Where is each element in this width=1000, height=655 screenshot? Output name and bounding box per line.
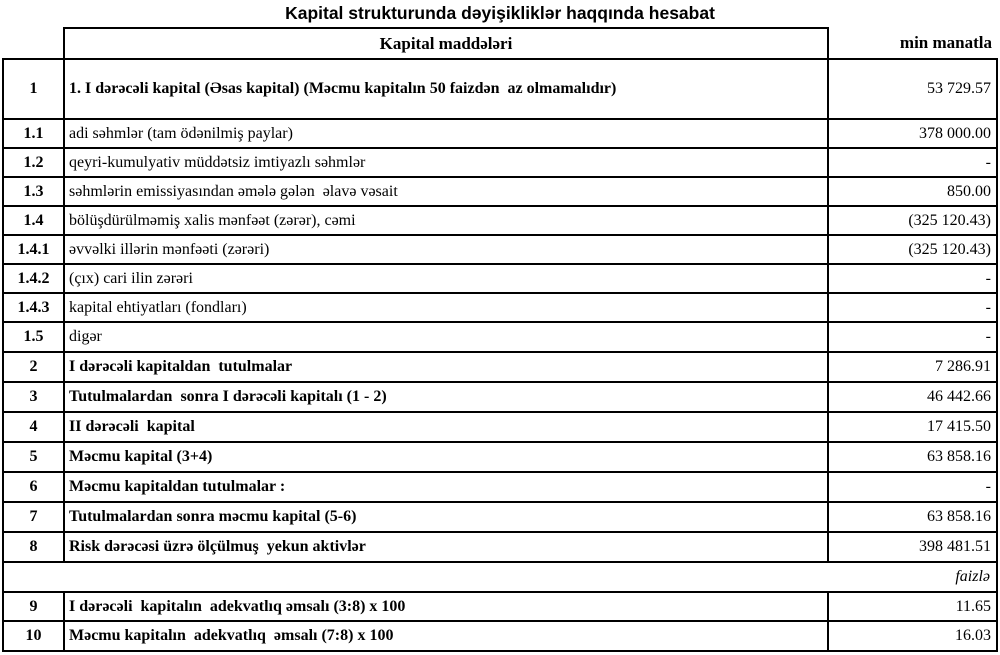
- row-value: 63 858.16: [828, 502, 997, 532]
- capital-structure-table: [2, 27, 998, 652]
- row-value: 398 481.51: [828, 532, 997, 562]
- row-value: 11.65: [828, 592, 997, 621]
- row-label: adi səhmlər (tam ödənilmiş paylar): [64, 119, 828, 148]
- row-number: 1.2: [3, 148, 64, 177]
- page-title: Kapital strukturunda dəyişikliklər haqqında hesabat: [285, 3, 715, 23]
- table-row-8: [3, 532, 997, 562]
- row-label: Məcmu kapitalın adekvatlıq əmsalı (7:8) x 100: [64, 621, 828, 651]
- row-label: Məcmu kapitaldan tutulmalar :: [64, 472, 828, 502]
- table-row-1-4: [3, 206, 997, 235]
- row-number: 1.4.2: [3, 264, 64, 293]
- row-number: 1.5: [3, 322, 64, 352]
- table-row-3: [3, 382, 997, 412]
- row-number: 2: [3, 352, 64, 382]
- table-row-1-2: [3, 148, 997, 177]
- header-number-cell: [3, 28, 64, 59]
- row-label: qeyri-kumulyativ müddətsiz imtiyazlı səhmlər: [64, 148, 828, 177]
- row-label: əvvəlki illərin mənfəəti (zərəri): [64, 235, 828, 264]
- row-value: -: [828, 148, 997, 177]
- row-number: 3: [3, 382, 64, 412]
- table-row-4: [3, 412, 997, 442]
- row-number: 4: [3, 412, 64, 442]
- row-number: 1.1: [3, 119, 64, 148]
- row-value: 46 442.66: [828, 382, 997, 412]
- row-label: I dərəcəli kapitaldan tutulmalar: [64, 352, 828, 382]
- row-label: II dərəcəli kapital: [64, 412, 828, 442]
- table-row-1-5: [3, 322, 997, 352]
- row-number: 1: [3, 59, 64, 119]
- table-row-1: [3, 59, 997, 119]
- row-number: 1.4: [3, 206, 64, 235]
- table-row-1-1: [3, 119, 997, 148]
- table-row-5: [3, 442, 997, 472]
- header-row: [3, 28, 997, 59]
- row-number: 8: [3, 532, 64, 562]
- row-number: 10: [3, 621, 64, 651]
- row-number: 9: [3, 592, 64, 621]
- row-value: 378 000.00: [828, 119, 997, 148]
- column-header-unit: min manatla: [899, 33, 992, 52]
- row-value: 7 286.91: [828, 352, 997, 382]
- row-number: 1.4.1: [3, 235, 64, 264]
- table-row-7: [3, 502, 997, 532]
- table-row-1-3: [3, 177, 997, 206]
- row-number: 1.4.3: [3, 293, 64, 322]
- row-value: 63 858.16: [828, 442, 997, 472]
- row-label: Risk dərəcəsi üzrə ölçülmuş yekun aktivlər: [64, 532, 828, 562]
- row-label: Tutulmalardan sonra I dərəcəli kapitalı (1 - 2): [64, 382, 828, 412]
- table-row-1-4-1: [3, 235, 997, 264]
- row-value: -: [828, 322, 997, 352]
- row-value: -: [828, 472, 997, 502]
- row-value: 16.03: [828, 621, 997, 651]
- row-value: -: [828, 264, 997, 293]
- table-row-1-4-3: [3, 293, 997, 322]
- table-row-2: [3, 352, 997, 382]
- row-number: 1.3: [3, 177, 64, 206]
- row-label: digər: [64, 322, 828, 352]
- row-label: Məcmu kapital (3+4): [64, 442, 828, 472]
- row-label: bölüşdürülməmiş xalis mənfəət (zərər), cəmi: [64, 206, 828, 235]
- row-label: Tutulmalardan sonra məcmu kapital (5-6): [64, 502, 828, 532]
- table-row-6: [3, 472, 997, 502]
- percent-unit-row: [3, 562, 997, 592]
- row-value: (325 120.43): [828, 206, 997, 235]
- row-value: (325 120.43): [828, 235, 997, 264]
- column-header-items: Kapital maddələri: [64, 28, 828, 59]
- row-value: -: [828, 293, 997, 322]
- row-value: 17 415.50: [828, 412, 997, 442]
- table-row-9: [3, 592, 997, 621]
- row-label: səhmlərin emissiyasından əmələ gələn əlavə vəsait: [64, 177, 828, 206]
- row-label: kapital ehtiyatları (fondları): [64, 293, 828, 322]
- row-number: 5: [3, 442, 64, 472]
- row-number: 7: [3, 502, 64, 532]
- table-row-1-4-2: [3, 264, 997, 293]
- row-number: 6: [3, 472, 64, 502]
- row-label: 1. I dərəcəli kapital (Əsas kapital) (Məcmu kapitalın 50 faizdən az olmamalıdır): [64, 59, 828, 119]
- percent-unit-label: faizlə: [3, 562, 997, 592]
- table-row-10: [3, 621, 997, 651]
- row-value: 850.00: [828, 177, 997, 206]
- row-label: I dərəcəli kapitalın adekvatlıq əmsalı (3:8) x 100: [64, 592, 828, 621]
- row-value: 53 729.57: [828, 59, 997, 119]
- row-label: (çıx) cari ilin zərəri: [64, 264, 828, 293]
